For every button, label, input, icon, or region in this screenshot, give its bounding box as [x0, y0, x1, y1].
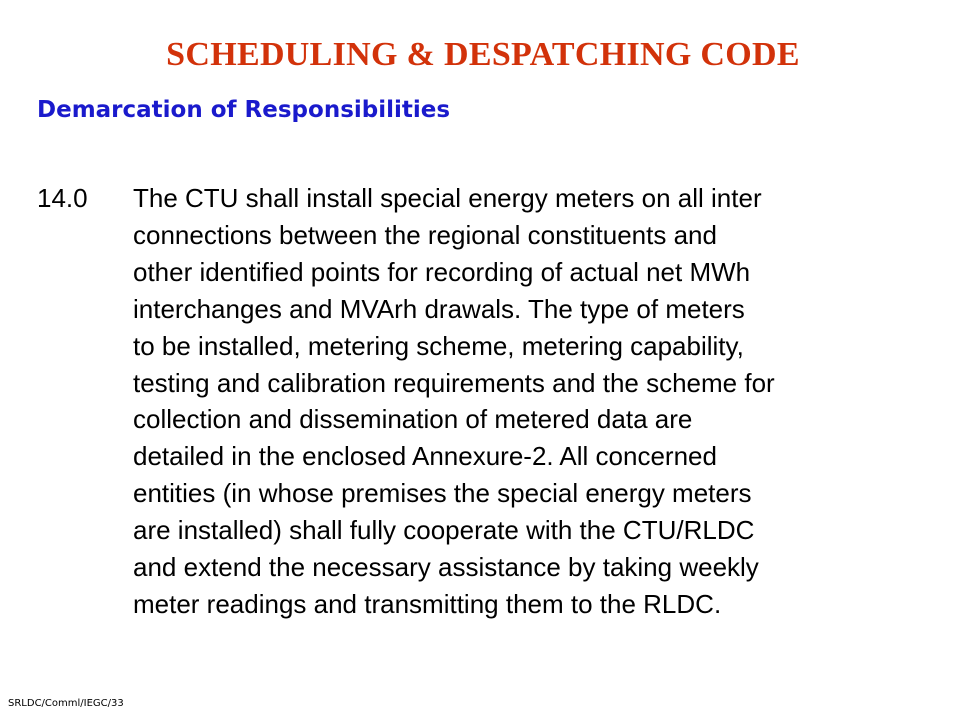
slide-title: SCHEDULING & DESPATCHING CODE [166, 36, 800, 73]
clause-number: 14.0 [37, 183, 88, 213]
footer-reference: SRLDC/Comml/IEGC/33 [8, 698, 124, 709]
section-heading: Demarcation of Responsibilities [37, 97, 451, 123]
clause-text: The CTU shall install special energy meters on all inter connections between the regional constituents and other identified points for recording of actual net MWh interchanges and MVArh drawals. The type of meters to be installed, metering scheme, metering capability, testing and calibration requirements and the scheme for collection and dissemination of metered data are detailed in the enclosed Annexure-2. All concerned entities (in whose premises the special energy meters are installed) shall fully cooperate with the CTU/RLDC and extend the necessary assistance by taking weekly meter readings and transmitting them to the RLDC. [133, 183, 775, 619]
